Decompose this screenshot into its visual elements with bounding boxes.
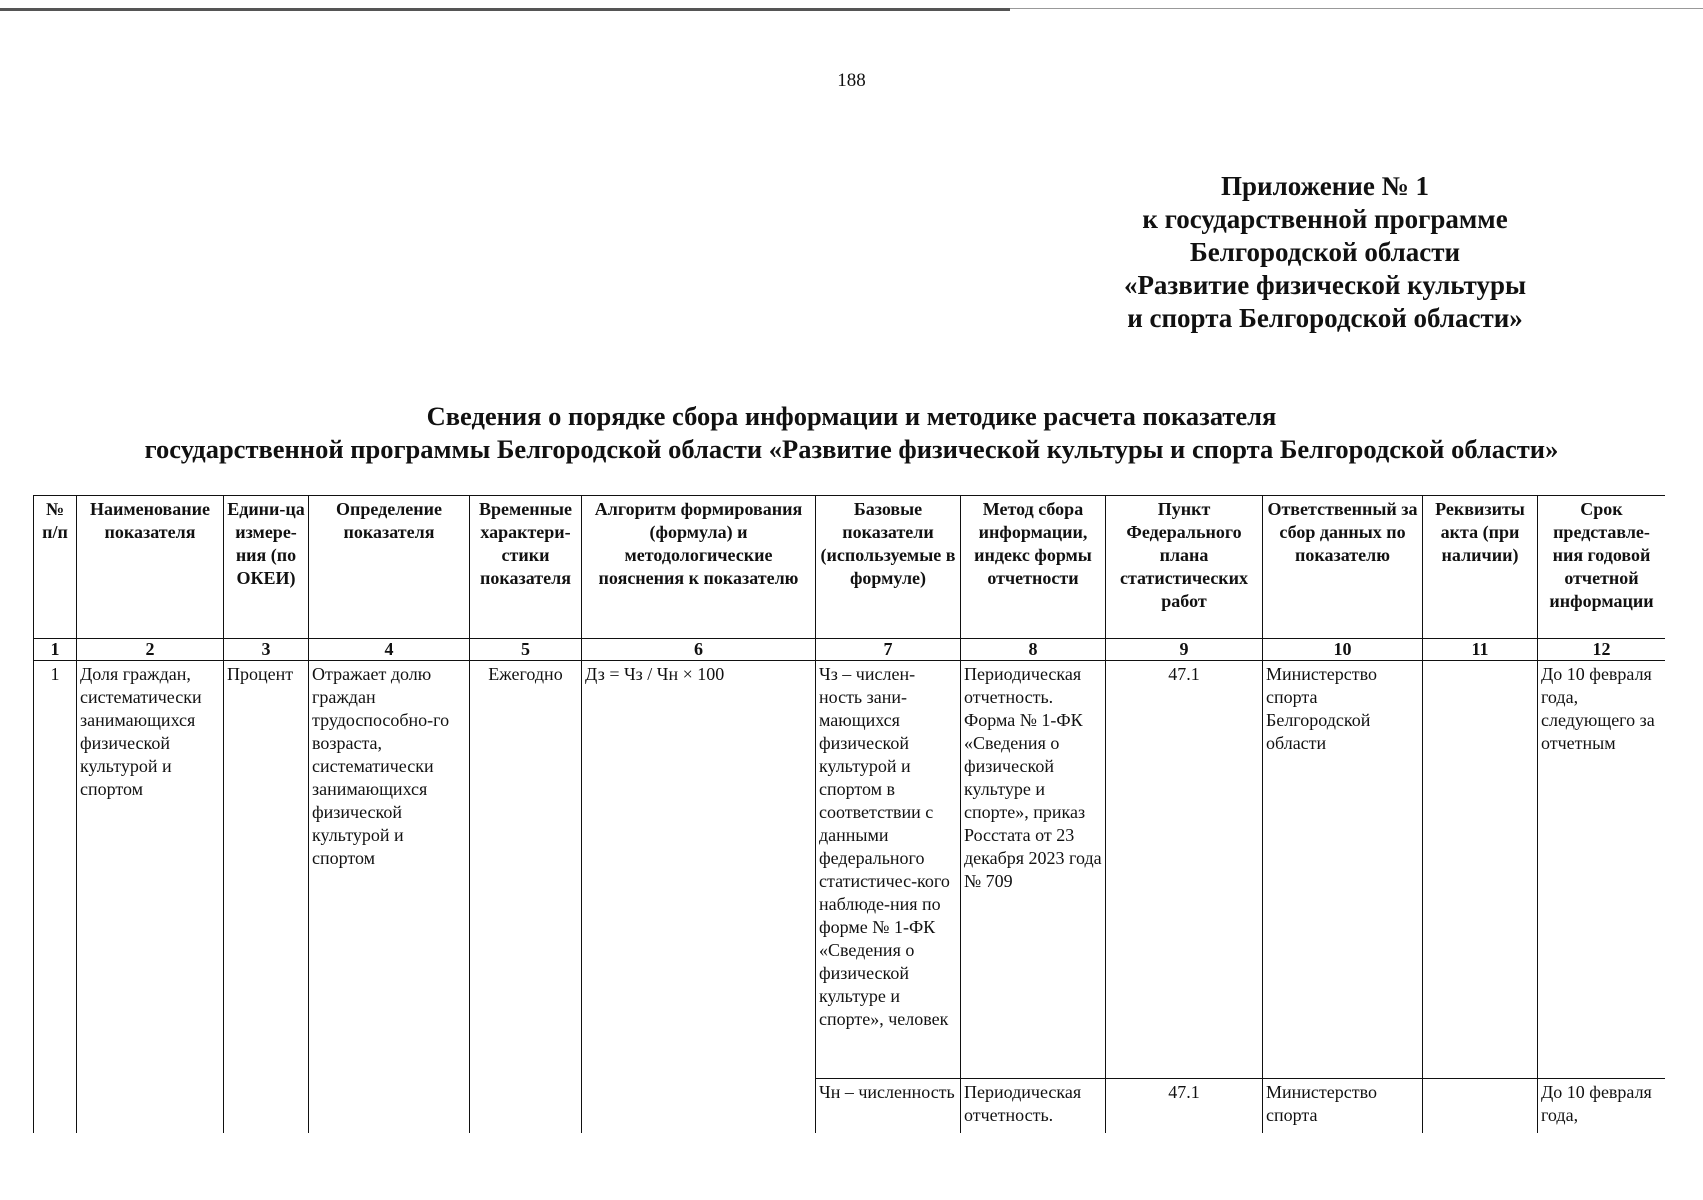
column-number: 8 <box>961 639 1106 661</box>
scan-edge-line <box>0 8 1010 11</box>
deadline: До 10 февраля года, <box>1538 1079 1666 1134</box>
appendix-heading <box>1055 170 1595 335</box>
header-row <box>34 496 1666 639</box>
appendix-line: «Развитие физической культуры <box>1123 270 1527 300</box>
row-number: 1 <box>34 661 77 1134</box>
appendix-line: к государственной программе <box>1142 204 1508 234</box>
col-header-base: Базовые показатели (используемые в формуле) <box>816 496 961 639</box>
column-number: 12 <box>1538 639 1666 661</box>
title-line: Сведения о порядке сбора информации и методике расчета показателя <box>426 401 1277 431</box>
appendix-line: Приложение № 1 <box>1221 171 1429 201</box>
plan-item: 47.1 <box>1106 1079 1263 1134</box>
col-header-formula: Алгоритм формирования (формула) и методологические пояснения к показателю <box>582 496 816 639</box>
document-title <box>0 400 1703 466</box>
collection-method: Периодическая отчетность. Форма № 1-ФК «Сведения о физической культуре и спорте», приказ Росстата от 23 декабря 2023 года № 709 <box>961 661 1106 1079</box>
indicator-formula: Дз = Чз / Чн × 100 <box>582 661 816 1134</box>
column-number: 6 <box>582 639 816 661</box>
deadline: До 10 февраля года, следующего за отчетным <box>1538 661 1666 1079</box>
indicator-table <box>33 495 1665 1133</box>
column-number: 5 <box>470 639 582 661</box>
column-number: 7 <box>816 639 961 661</box>
col-header-unit: Едини-ца измере-ния (по ОКЕИ) <box>224 496 309 639</box>
col-header-plan-item: Пункт Федерального плана статистических работ <box>1106 496 1263 639</box>
table-row <box>34 661 1666 1079</box>
column-number: 4 <box>309 639 470 661</box>
column-number: 11 <box>1423 639 1538 661</box>
indicator-name: Доля граждан, систематически занимающихся физической культурой и спортом <box>77 661 224 1134</box>
indicator-timing: Ежегодно <box>470 661 582 1134</box>
indicator-unit: Процент <box>224 661 309 1134</box>
col-header-act: Реквизиты акта (при наличии) <box>1423 496 1538 639</box>
responsible-body: Министерство спорта <box>1263 1079 1423 1134</box>
plan-item: 47.1 <box>1106 661 1263 1079</box>
column-number: 2 <box>77 639 224 661</box>
col-header-timing: Временные характери-стики показателя <box>470 496 582 639</box>
col-header-name: Наименование показателя <box>77 496 224 639</box>
title-line: государственной программы Белгородской области «Развитие физической культуры и спорта Белгородской области» <box>144 434 1559 464</box>
column-number: 9 <box>1106 639 1263 661</box>
column-number: 10 <box>1263 639 1423 661</box>
appendix-line: Белгородской области <box>1189 237 1461 267</box>
indicator-table-wrapper <box>33 495 1665 1133</box>
base-indicator: Чн – численность <box>816 1079 961 1134</box>
base-indicator: Чз – числен-ность зани-мающихся физической культурой и спортом в соответствии с данными федерального статистичес-кого наблюде-ния по форме № 1-ФК «Сведения о физической культуре и спорте», человек <box>816 661 961 1079</box>
col-header-deadline: Срок представле-ния годовой отчетной информации <box>1538 496 1666 639</box>
act-details <box>1423 661 1538 1079</box>
responsible-body: Министерство спорта Белгородской области <box>1263 661 1423 1079</box>
col-header-responsible: Ответственный за сбор данных по показателю <box>1263 496 1423 639</box>
indicator-definition: Отражает долю граждан трудоспособно-го возраста, систематически занимающихся физической культурой и спортом <box>309 661 470 1134</box>
page-number: 188 <box>837 70 866 91</box>
column-number: 1 <box>34 639 77 661</box>
appendix-line: и спорта Белгородской области» <box>1127 303 1523 333</box>
scan-edge-line-thin <box>1010 8 1703 9</box>
col-header-definition: Определение показателя <box>309 496 470 639</box>
col-header-method: Метод сбора информации, индекс формы отчетности <box>961 496 1106 639</box>
column-number: 3 <box>224 639 309 661</box>
collection-method: Периодическая отчетность. <box>961 1079 1106 1134</box>
col-header-number: № п/п <box>34 496 77 639</box>
column-number-row <box>34 639 1666 661</box>
act-details <box>1423 1079 1538 1134</box>
